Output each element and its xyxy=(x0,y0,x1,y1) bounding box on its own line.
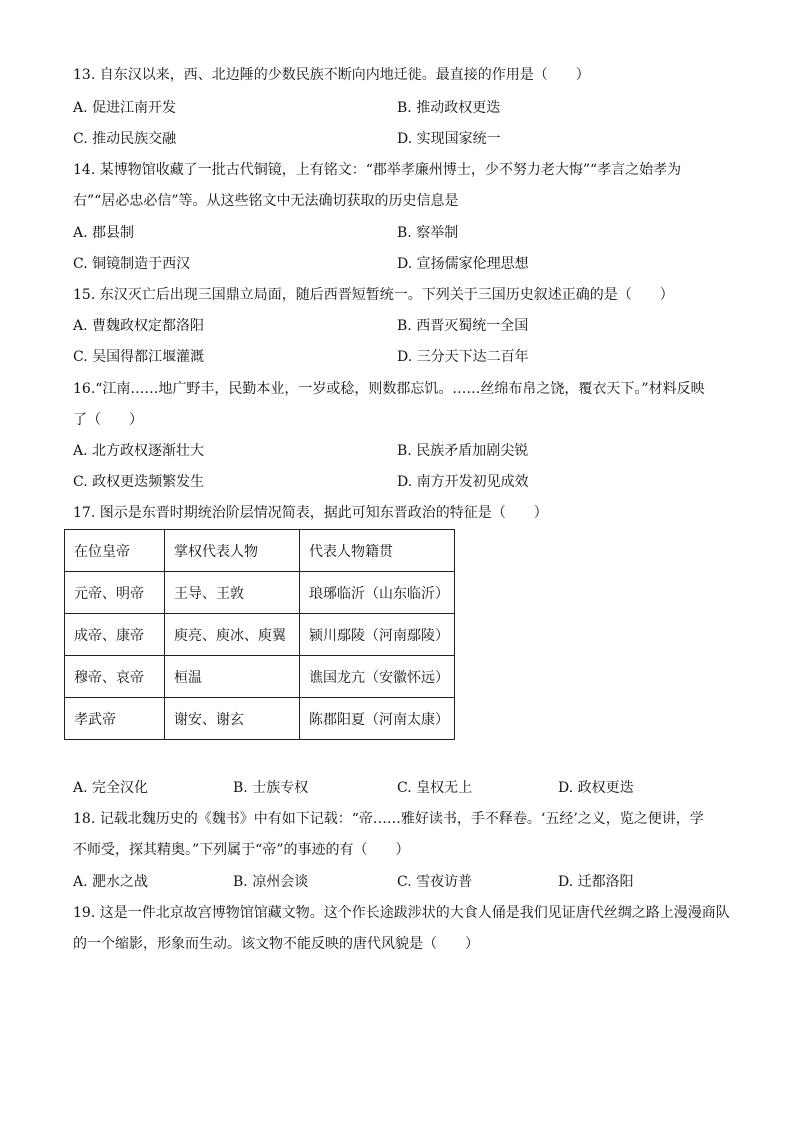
table-cell: 谯国龙亢（安徽怀远） xyxy=(300,656,455,698)
q15-option-b: B. 西晋灭蜀统一全国 xyxy=(397,318,529,334)
table-cell: 元帝、明帝 xyxy=(65,572,165,614)
q15-option-c: C. 吴国得都江堰灌溉 xyxy=(73,349,205,365)
table-cell: 庾亮、庾冰、庾翼 xyxy=(165,614,300,656)
q13-option-b: B. 推动政权更迭 xyxy=(397,100,501,116)
q17-option-d: D. 政权更迭 xyxy=(558,780,634,796)
question-19-stem-line1: 19. 这是一件北京故宫博物馆馆藏文物。这个作长途跋涉状的大食人俑是我们见证唐代丝绸之路上漫漫商队 xyxy=(73,905,730,921)
table-row xyxy=(65,572,455,614)
question-13-stem: 13. 自东汉以来，西、北边陲的少数民族不断向内地迁徙。最直接的作用是（ ） xyxy=(73,67,590,83)
q14-option-d: D. 宣扬儒家伦理思想 xyxy=(397,256,529,272)
q16-option-d: D. 南方开发初见成效 xyxy=(397,474,529,490)
table-header-cell: 掌权代表人物 xyxy=(165,530,300,572)
q14-option-b: B. 察举制 xyxy=(397,225,459,241)
question-19-stem-line2: 的一个缩影，形象而生动。该文物不能反映的唐代风貌是（ ） xyxy=(73,936,479,952)
table-cell: 琅琊临沂（山东临沂） xyxy=(300,572,455,614)
question-14-stem-line1: 14. 某博物馆收藏了一批古代铜镜，上有铭文：“郡举孝廉州博士，少不努力老大悔”“孝言之始孝为 xyxy=(73,162,682,178)
q16-option-b: B. 民族矛盾加剧尖锐 xyxy=(397,443,529,459)
table-cell: 颍川鄢陵（河南鄢陵） xyxy=(300,614,455,656)
q17-option-b: B. 士族专权 xyxy=(233,780,309,796)
q14-option-c: C. 铜镜制造于西汉 xyxy=(73,256,191,272)
table-header-cell: 代表人物籍贯 xyxy=(300,530,455,572)
table-row xyxy=(65,698,455,740)
table-cell: 陈郡阳夏（河南太康） xyxy=(300,698,455,740)
question-15-stem: 15. 东汉灭亡后出现三国鼎立局面，随后西晋短暂统一。下列关于三国历史叙述正确的是（ ） xyxy=(73,287,674,303)
table-cell: 谢安、谢玄 xyxy=(165,698,300,740)
q16-option-c: C. 政权更迭频繁发生 xyxy=(73,474,205,490)
q15-option-d: D. 三分天下达二百年 xyxy=(397,349,529,365)
question-14-stem-line2: 右”“居必忠必信”等。从这些铭文中无法确切获取的历史信息是 xyxy=(73,193,459,209)
table-header-row xyxy=(65,530,455,572)
q15-option-a: A. 曹魏政权定都洛阳 xyxy=(73,318,205,334)
table-cell: 孝武帝 xyxy=(65,698,165,740)
question-18-stem-line2: 不师受，探其精奥。”下列属于“帝”的事迹的有（ ） xyxy=(73,842,410,858)
q13-option-c: C. 推动民族交融 xyxy=(73,131,177,147)
table-cell: 王导、王敦 xyxy=(165,572,300,614)
q14-option-a: A. 郡县制 xyxy=(73,225,135,241)
q17-table xyxy=(64,529,455,740)
question-18-stem-line1: 18. 记载北魏历史的《魏书》中有如下记载：“帝……雅好读书，手不释卷。‘五经’之义，览之便讲，学 xyxy=(73,811,704,827)
question-16-stem-line2: 了（ ） xyxy=(73,412,143,428)
q18-option-b: B. 凉州会谈 xyxy=(233,874,309,890)
q17-option-c: C. 皇权无上 xyxy=(397,780,473,796)
table-cell: 成帝、康帝 xyxy=(65,614,165,656)
q13-option-d: D. 实现国家统一 xyxy=(397,131,501,147)
question-17-stem: 17. 图示是东晋时期统治阶层情况简表，据此可知东晋政治的特征是（ ） xyxy=(73,505,548,521)
table-row xyxy=(65,656,455,698)
q16-option-a: A. 北方政权逐渐壮大 xyxy=(73,443,205,459)
q18-option-d: D. 迁都洛阳 xyxy=(558,874,634,890)
q13-option-a: A. 促进江南开发 xyxy=(73,100,177,116)
table-header-cell: 在位皇帝 xyxy=(65,530,165,572)
q17-option-a: A. 完全汉化 xyxy=(73,780,149,796)
table-row xyxy=(65,614,455,656)
table-cell: 穆帝、哀帝 xyxy=(65,656,165,698)
q18-option-a: A. 淝水之战 xyxy=(73,874,149,890)
table-cell: 桓温 xyxy=(165,656,300,698)
question-16-stem-line1: 16.“江南……地广野丰，民勤本业，一岁或稔，则数郡忘饥。……丝绵布帛之饶，覆衣天下。”材料反映 xyxy=(73,381,705,397)
q18-option-c: C. 雪夜访普 xyxy=(397,874,473,890)
